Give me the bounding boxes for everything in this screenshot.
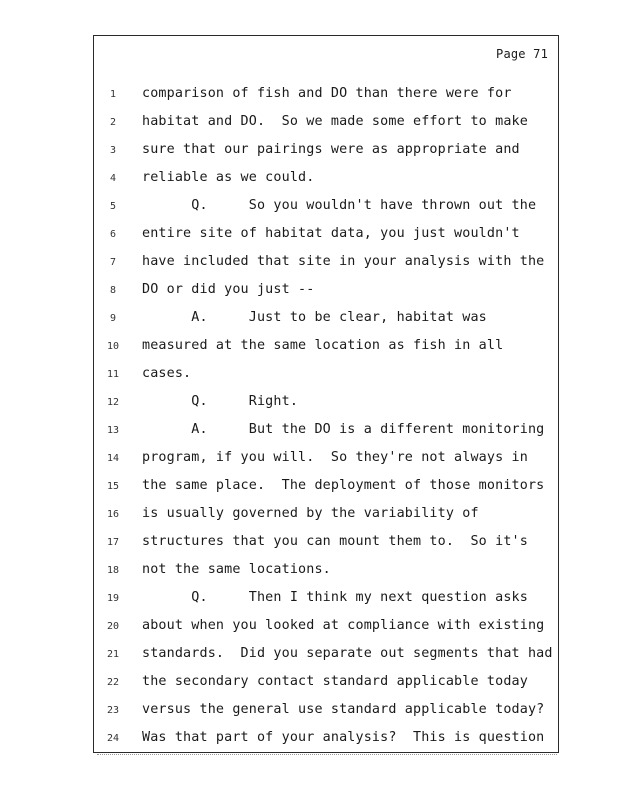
line-text: comparison of fish and DO than there were for: [142, 86, 512, 101]
line-number: 20: [106, 621, 120, 632]
line-number: 8: [109, 285, 117, 296]
line-text: Q. Right.: [142, 394, 299, 409]
line-number: 5: [109, 201, 117, 212]
transcript-line: [94, 136, 558, 164]
transcript-line: [94, 584, 558, 612]
line-number: 23: [106, 705, 120, 716]
line-number: 1: [109, 89, 117, 100]
transcript-line: [94, 360, 558, 388]
line-text: about when you looked at compliance with existing: [142, 618, 545, 633]
transcript-line: [94, 220, 558, 248]
bottom-scan-rule: [97, 754, 557, 755]
transcript-line: [94, 640, 558, 668]
transcript-line: [94, 724, 558, 752]
line-number: 18: [106, 565, 120, 576]
line-text: sure that our pairings were as appropriate and: [142, 142, 520, 157]
line-text: the same place. The deployment of those monitors: [142, 478, 545, 493]
line-text: DO or did you just --: [142, 282, 315, 297]
transcript-line: [94, 528, 558, 556]
line-number: 24: [106, 733, 120, 744]
transcript-line: [94, 304, 558, 332]
line-text: program, if you will. So they're not always in: [142, 450, 528, 465]
transcript-line: [94, 248, 558, 276]
line-number: 11: [106, 369, 120, 380]
line-text: not the same locations.: [142, 562, 331, 577]
transcript-line: [94, 80, 558, 108]
line-number: 16: [106, 509, 120, 520]
line-number: 21: [106, 649, 120, 660]
line-number: 3: [109, 145, 117, 156]
line-number: 2: [109, 117, 117, 128]
transcript-lines: [94, 80, 558, 752]
transcript-line: [94, 696, 558, 724]
transcript-line: [94, 164, 558, 192]
line-number: 7: [109, 257, 117, 268]
line-text: A. Just to be clear, habitat was: [142, 310, 487, 325]
line-text: is usually governed by the variability of: [142, 506, 479, 521]
line-text: A. But the DO is a different monitoring: [142, 422, 545, 437]
transcript-line: [94, 416, 558, 444]
transcript-line: [94, 332, 558, 360]
line-number: 22: [106, 677, 120, 688]
transcript-line: [94, 388, 558, 416]
transcript-line: [94, 276, 558, 304]
line-text: habitat and DO. So we made some effort to make: [142, 114, 528, 129]
line-number: 4: [109, 173, 117, 184]
line-text: cases.: [142, 366, 192, 381]
transcript-page: [93, 35, 559, 753]
transcript-line: [94, 556, 558, 584]
line-text: standards. Did you separate out segments that had: [142, 646, 553, 661]
line-text: Q. So you wouldn't have thrown out the: [142, 198, 537, 213]
line-text: have included that site in your analysis with the: [142, 254, 545, 269]
transcript-line: [94, 612, 558, 640]
line-text: Q. Then I think my next question asks: [142, 590, 528, 605]
line-text: the secondary contact standard applicable today: [142, 674, 528, 689]
line-number: 15: [106, 481, 120, 492]
line-number: 13: [106, 425, 120, 436]
page-number: Page 71: [496, 47, 548, 61]
line-number: 6: [109, 229, 117, 240]
transcript-line: [94, 668, 558, 696]
line-number: 19: [106, 593, 120, 604]
line-text: structures that you can mount them to. So it's: [142, 534, 528, 549]
line-text: versus the general use standard applicable today?: [142, 702, 545, 717]
transcript-line: [94, 108, 558, 136]
line-number: 9: [109, 313, 117, 324]
line-text: entire site of habitat data, you just wouldn't: [142, 226, 520, 241]
transcript-line: [94, 192, 558, 220]
line-number: 10: [106, 341, 120, 352]
transcript-line: [94, 472, 558, 500]
transcript-line: [94, 444, 558, 472]
line-text: measured at the same location as fish in all: [142, 338, 504, 353]
line-number: 12: [106, 397, 120, 408]
line-number: 14: [106, 453, 120, 464]
line-text: reliable as we could.: [142, 170, 315, 185]
transcript-line: [94, 500, 558, 528]
line-text: Was that part of your analysis? This is question: [142, 730, 545, 745]
line-number: 17: [106, 537, 120, 548]
